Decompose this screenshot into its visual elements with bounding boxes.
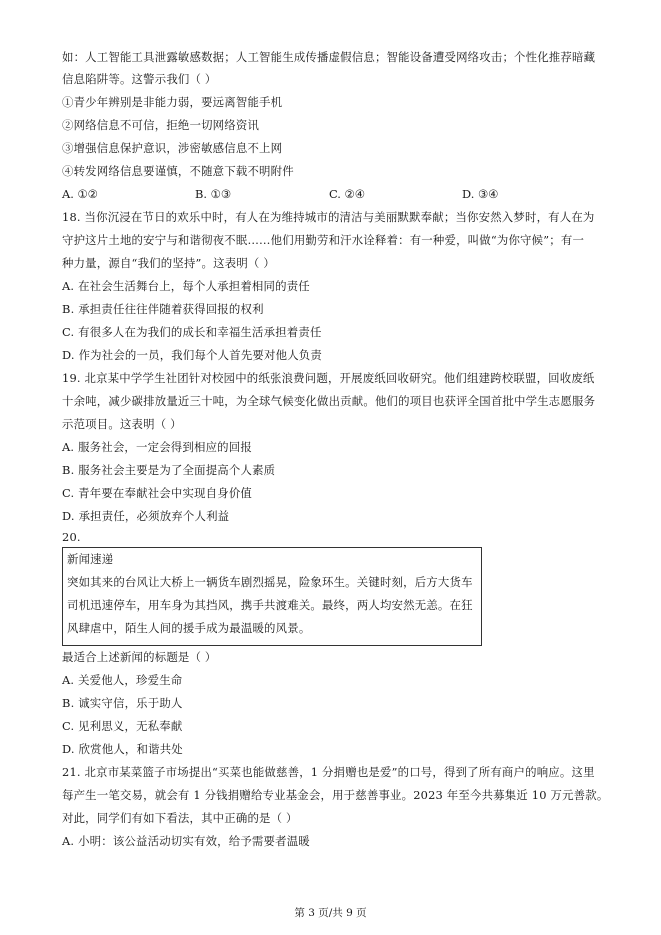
q19-stem-line-3: 示范项目。这表明（ ） <box>62 417 182 431</box>
news-box-line-2: 司机迅速停车，用车身为其挡风，携手共渡难关。最终，两人均安然无恙。在狂 <box>67 598 473 612</box>
q20-option-b[interactable]: B. 诚实守信，乐于助人 <box>62 696 183 710</box>
news-box-line-1: 突如其来的台风让大桥上一辆货车剧烈摇晃，险象环生。关键时刻，后方大货车 <box>67 575 473 589</box>
q20-option-a[interactable]: A. 关爱他人，珍爱生命 <box>62 673 183 687</box>
q19-option-b[interactable]: B. 服务社会主要是为了全面提高个人素质 <box>62 463 276 477</box>
q17-statement-4: ④转发网络信息要谨慎，不随意下载不明附件 <box>62 164 294 178</box>
q21-option-a[interactable]: A. 小明：该公益活动切实有效，给予需要者温暖 <box>62 834 310 848</box>
q18-option-b[interactable]: B. 承担责任往往伴随着获得回报的权利 <box>62 302 264 316</box>
q17-option-c[interactable]: C. ②④ <box>329 187 365 201</box>
q17-option-d[interactable]: D. ③④ <box>462 187 499 201</box>
q17-options-row <box>62 187 582 202</box>
news-box-line-3: 风肆虐中，陌生人间的援手成为最温暖的风景。 <box>67 621 311 635</box>
q18-option-a[interactable]: A. 在社会生活舞台上，每个人承担着相同的责任 <box>62 279 310 293</box>
q19-stem-line-2: 十余吨，减少碳排放量近三十吨，为全球气候变化做出贡献。他们的项目也获评全国首批中学生志愿服务 <box>62 394 596 408</box>
q21-stem-line-1: 21. 北京市某菜篮子市场提出“买菜也能做慈善，1 分捐赠也是爱”的口号，得到了所有商户的响应。这里 <box>62 765 595 779</box>
news-box-title: 新闻速递 <box>67 552 114 566</box>
q19-option-d[interactable]: D. 承担责任，必须放弃个人利益 <box>62 509 230 523</box>
page-number-footer: 第 3 页/共 9 页 <box>294 907 367 919</box>
news-box <box>62 547 482 646</box>
q17-stem-line-1: 如：人工智能工具泄露敏感数据；人工智能生成传播虚假信息；智能设备遭受网络攻击；个性化推荐暗藏 <box>62 50 596 64</box>
q20-option-d[interactable]: D. 欣赏他人，和谐共处 <box>62 742 183 756</box>
q18-stem-line-1: 18. 当你沉浸在节日的欢乐中时，有人在为维持城市的清洁与美丽默默奉献；当你安然入梦时，有人在为 <box>62 210 595 224</box>
q20-number: 20. <box>62 530 81 544</box>
q17-statement-2: ②网络信息不可信，拒绝一切网络资讯 <box>62 118 260 132</box>
q17-statement-3: ③增强信息保护意识，涉密敏感信息不上网 <box>62 141 283 155</box>
q19-option-c[interactable]: C. 青年要在奉献社会中实现自身价值 <box>62 486 253 500</box>
q17-statement-1: ①青少年辨别是非能力弱，要远离智能手机 <box>62 95 283 109</box>
q17-option-b[interactable]: B. ①③ <box>195 187 232 201</box>
q19-option-a[interactable]: A. 服务社会，一定会得到相应的回报 <box>62 440 252 454</box>
q20-question: 最适合上述新闻的标题是（ ） <box>62 650 217 664</box>
q18-option-c[interactable]: C. 有很多人在为我们的成长和幸福生活承担着责任 <box>62 325 322 339</box>
q20-option-c[interactable]: C. 见利思义，无私奉献 <box>62 719 183 733</box>
q17-stem-line-2: 信息陷阱等。这警示我们（ ） <box>62 72 217 86</box>
q21-stem-line-3: 对此，同学们有如下看法，其中正确的是（ ） <box>62 811 298 825</box>
q18-option-d[interactable]: D. 作为社会的一员，我们每个人首先要对他人负责 <box>62 348 322 362</box>
q17-option-a[interactable]: A. ①② <box>62 187 98 201</box>
q18-stem-line-3: 种力量，源自“我们的坚持”。这表明（ ） <box>62 256 275 270</box>
q21-stem-line-2: 每产生一笔交易，就会有 1 分钱捐赠给专业基金会，用于慈善事业。2023 年至今共募集近 10 万元善款。 <box>62 788 609 802</box>
q19-stem-line-1: 19. 北京某中学学生社团针对校园中的纸张浪费问题，开展废纸回收研究。他们组建跨校联盟，回收废纸 <box>62 371 595 385</box>
q18-stem-line-2: 守护这片土地的安宁与和谐彻夜不眠……他们用勤劳和汗水诠释着：有一种爱，叫做“为你守候”；有一 <box>62 233 585 247</box>
